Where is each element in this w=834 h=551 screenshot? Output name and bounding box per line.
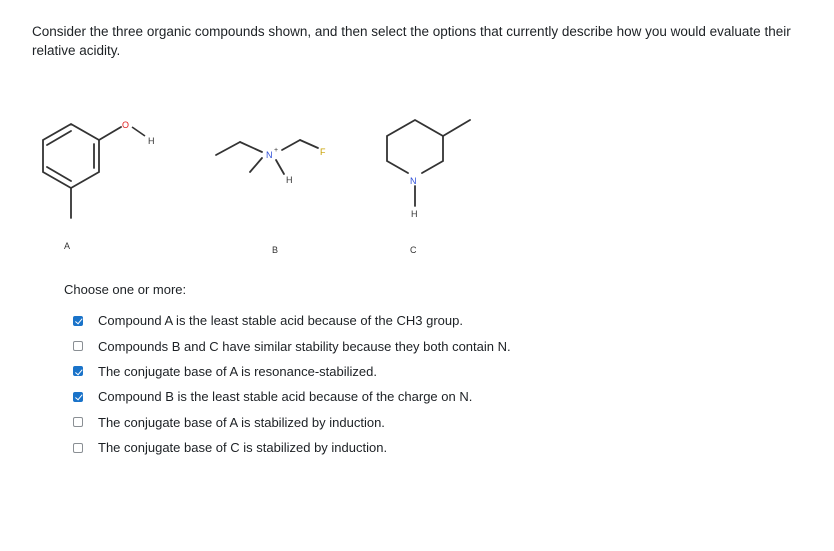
option-3-label[interactable]: The conjugate base of A is resonance-stabilized.	[98, 363, 377, 379]
answer-block	[64, 281, 764, 460]
compound-a-o-h-bond	[132, 127, 145, 136]
option-1[interactable]	[64, 308, 764, 333]
option-6-checkbox[interactable]	[73, 443, 83, 453]
choose-prompt: Choose one or more:	[64, 282, 187, 297]
compound-a-double-bond-3	[47, 167, 71, 181]
compound-b-fluorine: F	[320, 147, 326, 157]
structures-figure	[0, 100, 834, 270]
compound-a-oxygen: O	[122, 120, 130, 130]
option-6[interactable]	[64, 435, 764, 460]
option-2-label[interactable]: Compounds B and C have similar stability because they both contain N.	[98, 338, 511, 354]
options-list	[64, 308, 764, 460]
compound-a-ring	[43, 124, 99, 188]
compound-b-label: B	[272, 245, 279, 255]
compound-a-label: A	[64, 241, 71, 251]
option-3-checkbox[interactable]	[73, 366, 83, 376]
option-5-label[interactable]: The conjugate base of A is stabilized by induction.	[98, 414, 385, 430]
compound-b-methyl-bond	[250, 158, 262, 172]
compound-c-ring	[387, 120, 443, 173]
option-2[interactable]	[64, 333, 764, 358]
compound-b-nitrogen: N	[266, 150, 273, 160]
compound-c-label: C	[410, 245, 417, 255]
option-4[interactable]	[64, 384, 764, 409]
compound-c-structure	[387, 120, 470, 206]
compound-b-hydrogen: H	[286, 175, 293, 185]
compound-c-nitrogen: N	[410, 176, 417, 186]
compound-b-n-h-bond	[276, 160, 284, 174]
compound-a-c-o-bond	[99, 127, 121, 140]
option-5[interactable]	[64, 410, 764, 435]
option-1-label[interactable]: Compound A is the least stable acid because of the CH3 group.	[98, 313, 463, 329]
compound-b-bond-1	[216, 142, 240, 155]
option-2-checkbox[interactable]	[73, 341, 83, 351]
question-text: Consider the three organic compounds shown, and then select the options that currently describe how you would evaluate their relative acidity.	[32, 24, 791, 58]
compound-a-hydrogen: H	[148, 136, 155, 146]
structures-svg	[0, 100, 834, 270]
compound-b-charge: +	[274, 147, 279, 154]
compound-a-structure	[43, 124, 121, 218]
option-6-label[interactable]: The conjugate base of C is stabilized by induction.	[98, 440, 388, 456]
compound-b-bond-4	[300, 140, 318, 148]
compound-b-bond-2	[240, 142, 262, 152]
option-1-checkbox[interactable]	[73, 316, 83, 326]
compound-c-methyl-bond	[443, 120, 470, 136]
option-5-checkbox[interactable]	[73, 417, 83, 427]
option-4-label[interactable]: Compound B is the least stable acid because of the charge on N.	[98, 389, 473, 405]
option-3[interactable]	[64, 359, 764, 384]
compound-a-double-bond-2	[47, 131, 71, 145]
option-4-checkbox[interactable]	[73, 392, 83, 402]
compound-b-bond-3	[282, 140, 300, 150]
compound-c-hydrogen: H	[411, 209, 418, 219]
